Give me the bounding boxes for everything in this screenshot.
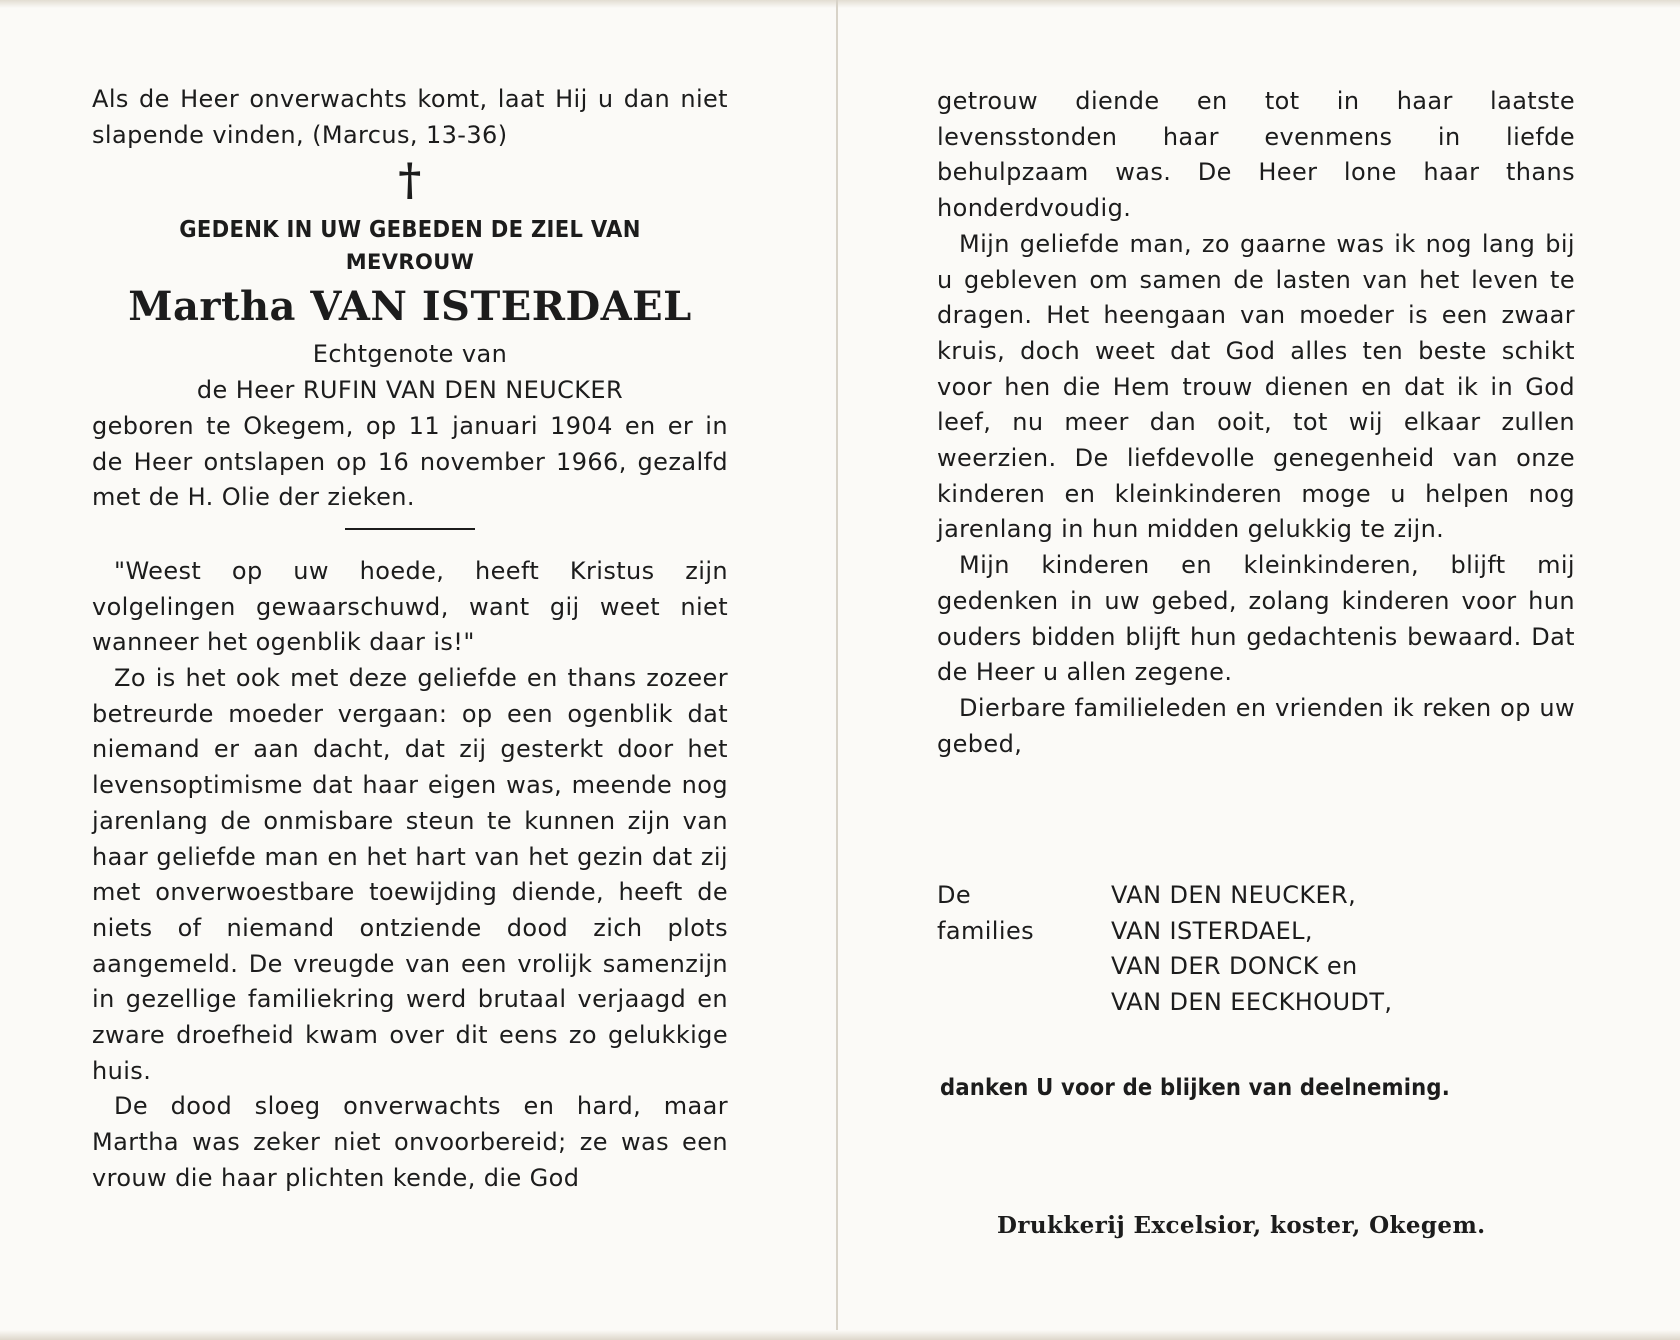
family-name: VAN DEN NEUCKER, [1111,881,1357,909]
card-fold-line [836,0,838,1340]
left-paragraph-3: De dood sloeg onverwachts en hard, maar Martha was zeker niet onvoorbereid; ze was een vrouw die haar plichten kende, die God [92,1092,728,1192]
left-paragraph-1: "Weest op uw hoede, heeft Kristus zijn volgelingen gewaarschuwd, want gij weet niet wanneer het ogenblik daar is!" [92,556,728,657]
deceased-name: Martha VAN ISTERDAEL [128,283,692,331]
card-top-edge [0,0,1680,8]
printer-credit: Drukkerij Excelsior, koster, Okegem. [997,1212,1486,1239]
title-mevrouw: MEVROUW [345,250,475,275]
right-paragraph-3: Mijn kinderen en kleinkinderen, blijft mij gedenken in uw gebed, zolang kinderen voor hun ouders bidden blijft hun gedachtenis bewaard. Dat de Heer u allen zegene. [937,551,1575,687]
cross-icon: † [398,155,422,207]
spouse-intro: Echtgenote van [312,340,508,369]
right-paragraph-2: Mijn geliefde man, zo gaarne was ik nog lang bij u gebleven om samen de lasten van het leven te dragen. Het heengaan van moeder is een zwaar kruis, doch weet dat God alles ten beste schikt voor hen die Hem trouw dienen en dat ik in God leef, nu meer dan ooit, tot wij elkaar zullen weerzien. De liefdevolle genegenheid van onze kinderen en kleinkinderen moge u helpen nog jarenlang in hun midden gelukkig te zijn. [937,229,1575,544]
family-name: VAN ISTERDAEL, [1111,916,1313,945]
families-label: De families [937,881,1035,945]
remembrance-heading: GEDENK IN UW GEBEDEN DE ZIEL VAN [179,217,641,244]
families-list [1111,878,1392,1021]
spouse-name: de Heer RUFIN VAN DEN NEUCKER [196,376,624,405]
right-panel [937,84,1575,762]
thanks-line: danken U voor de blijken van deelneming. [940,1075,1450,1101]
family-name: VAN DER DONCK en [1111,952,1358,981]
right-paragraph-1: getrouw diende en tot in haar laatste levensstonden haar evenmens in liefde behulpzaam was. De Heer lone haar thans honderdvoudig. [937,87,1575,223]
left-panel [92,82,728,1197]
section-divider [345,528,475,530]
family-name: VAN DEN EECKHOUDT, [1111,988,1393,1017]
left-paragraph-2: Zo is het ook met deze geliefde en thans zozeer betreurde moeder vergaan: op een ogenblik dat niemand er aan dacht, dat zij gesterkt door het levensoptimisme dat haar eigen was, meende nog jarenlang de onmisbare steun te kunnen zijn van haar geliefde man en het hart van het gezin dat zij met onverwoestbare toewijding diende, heeft de niets of niemand ontziende dood zich plots aangemeld. De vreugde van een vrolijk samenzijn in gezellige familiekring werd brutaal verjaagd en zware droefheid kwam over dit eens zo gelukkige huis. [92,664,728,1085]
bible-motto: Als de Heer onverwachts komt, laat Hij u dan niet slapende vinden, (Marcus, 13-36) [92,85,728,149]
card-bottom-edge [0,1330,1680,1340]
birth-death-text: geboren te Okegem, op 11 januari 1904 en er in de Heer ontslapen op 16 november 1966, gezalfd met de H. Olie der zieken. [92,411,728,512]
right-paragraph-4: Dierbare familieleden en vrienden ik reken op uw gebed, [937,693,1575,758]
